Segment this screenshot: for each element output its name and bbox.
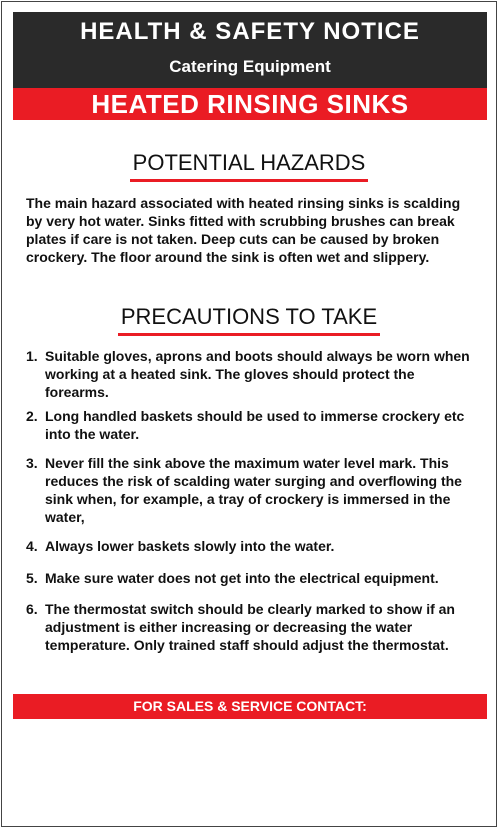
hazards-heading-text: POTENTIAL HAZARDS [130, 150, 369, 182]
product-title: HEATED RINSING SINKS [91, 89, 409, 119]
hazards-paragraph: The main hazard associated with heated rinsing sinks is scalding by very hot water. Sinks fitted with scrubbing brushes can break plates if care is not taken. Deep cuts can be caused by broken crockery. The floor around the sink is often wet and slippery. [26, 195, 461, 265]
notice-title: HEALTH & SAFETY NOTICE [80, 18, 420, 45]
precaution-item-6 [26, 600, 482, 654]
precaution-text: The thermostat switch should be clearly marked to show if an adjustment is either increasing or decreasing the water temperature. Only trained staff should adjust the thermostat. [45, 601, 455, 653]
precaution-number: 4. [26, 538, 38, 554]
precaution-number: 6. [26, 601, 38, 617]
precaution-item-3 [26, 454, 482, 526]
precaution-text: Make sure water does not get into the electrical equipment. [45, 570, 439, 586]
precaution-item-5 [26, 569, 482, 587]
precaution-number: 5. [26, 570, 38, 586]
precaution-item-1 [26, 347, 482, 401]
precaution-item-4 [26, 537, 482, 555]
sales-service-contact-label: FOR SALES & SERVICE CONTACT: [133, 698, 367, 714]
notice-subtitle: Catering Equipment [169, 57, 331, 76]
precaution-item-2 [26, 407, 482, 443]
notice-header-band [13, 12, 487, 90]
precaution-text: Long handled baskets should be used to immerse crockery etc into the water. [45, 408, 465, 442]
precautions-heading [2, 304, 496, 336]
hazards-heading [2, 150, 496, 182]
precaution-text: Never fill the sink above the maximum water level mark. This reduces the risk of scalding water surging and overflowing the sink when, for example, a tray of crockery is immersed in the water, [45, 455, 462, 525]
contact-band [13, 694, 487, 719]
product-title-band [13, 88, 487, 120]
precaution-number: 1. [26, 348, 38, 364]
precaution-number: 3. [26, 455, 38, 471]
precaution-text: Always lower baskets slowly into the water. [45, 538, 335, 554]
precaution-number: 2. [26, 408, 38, 424]
safety-notice-sign [1, 1, 497, 827]
precaution-text: Suitable gloves, aprons and boots should always be worn when working at a heated sink. The gloves should protect the forearms. [45, 348, 470, 400]
precautions-heading-text: PRECAUTIONS TO TAKE [118, 304, 380, 336]
